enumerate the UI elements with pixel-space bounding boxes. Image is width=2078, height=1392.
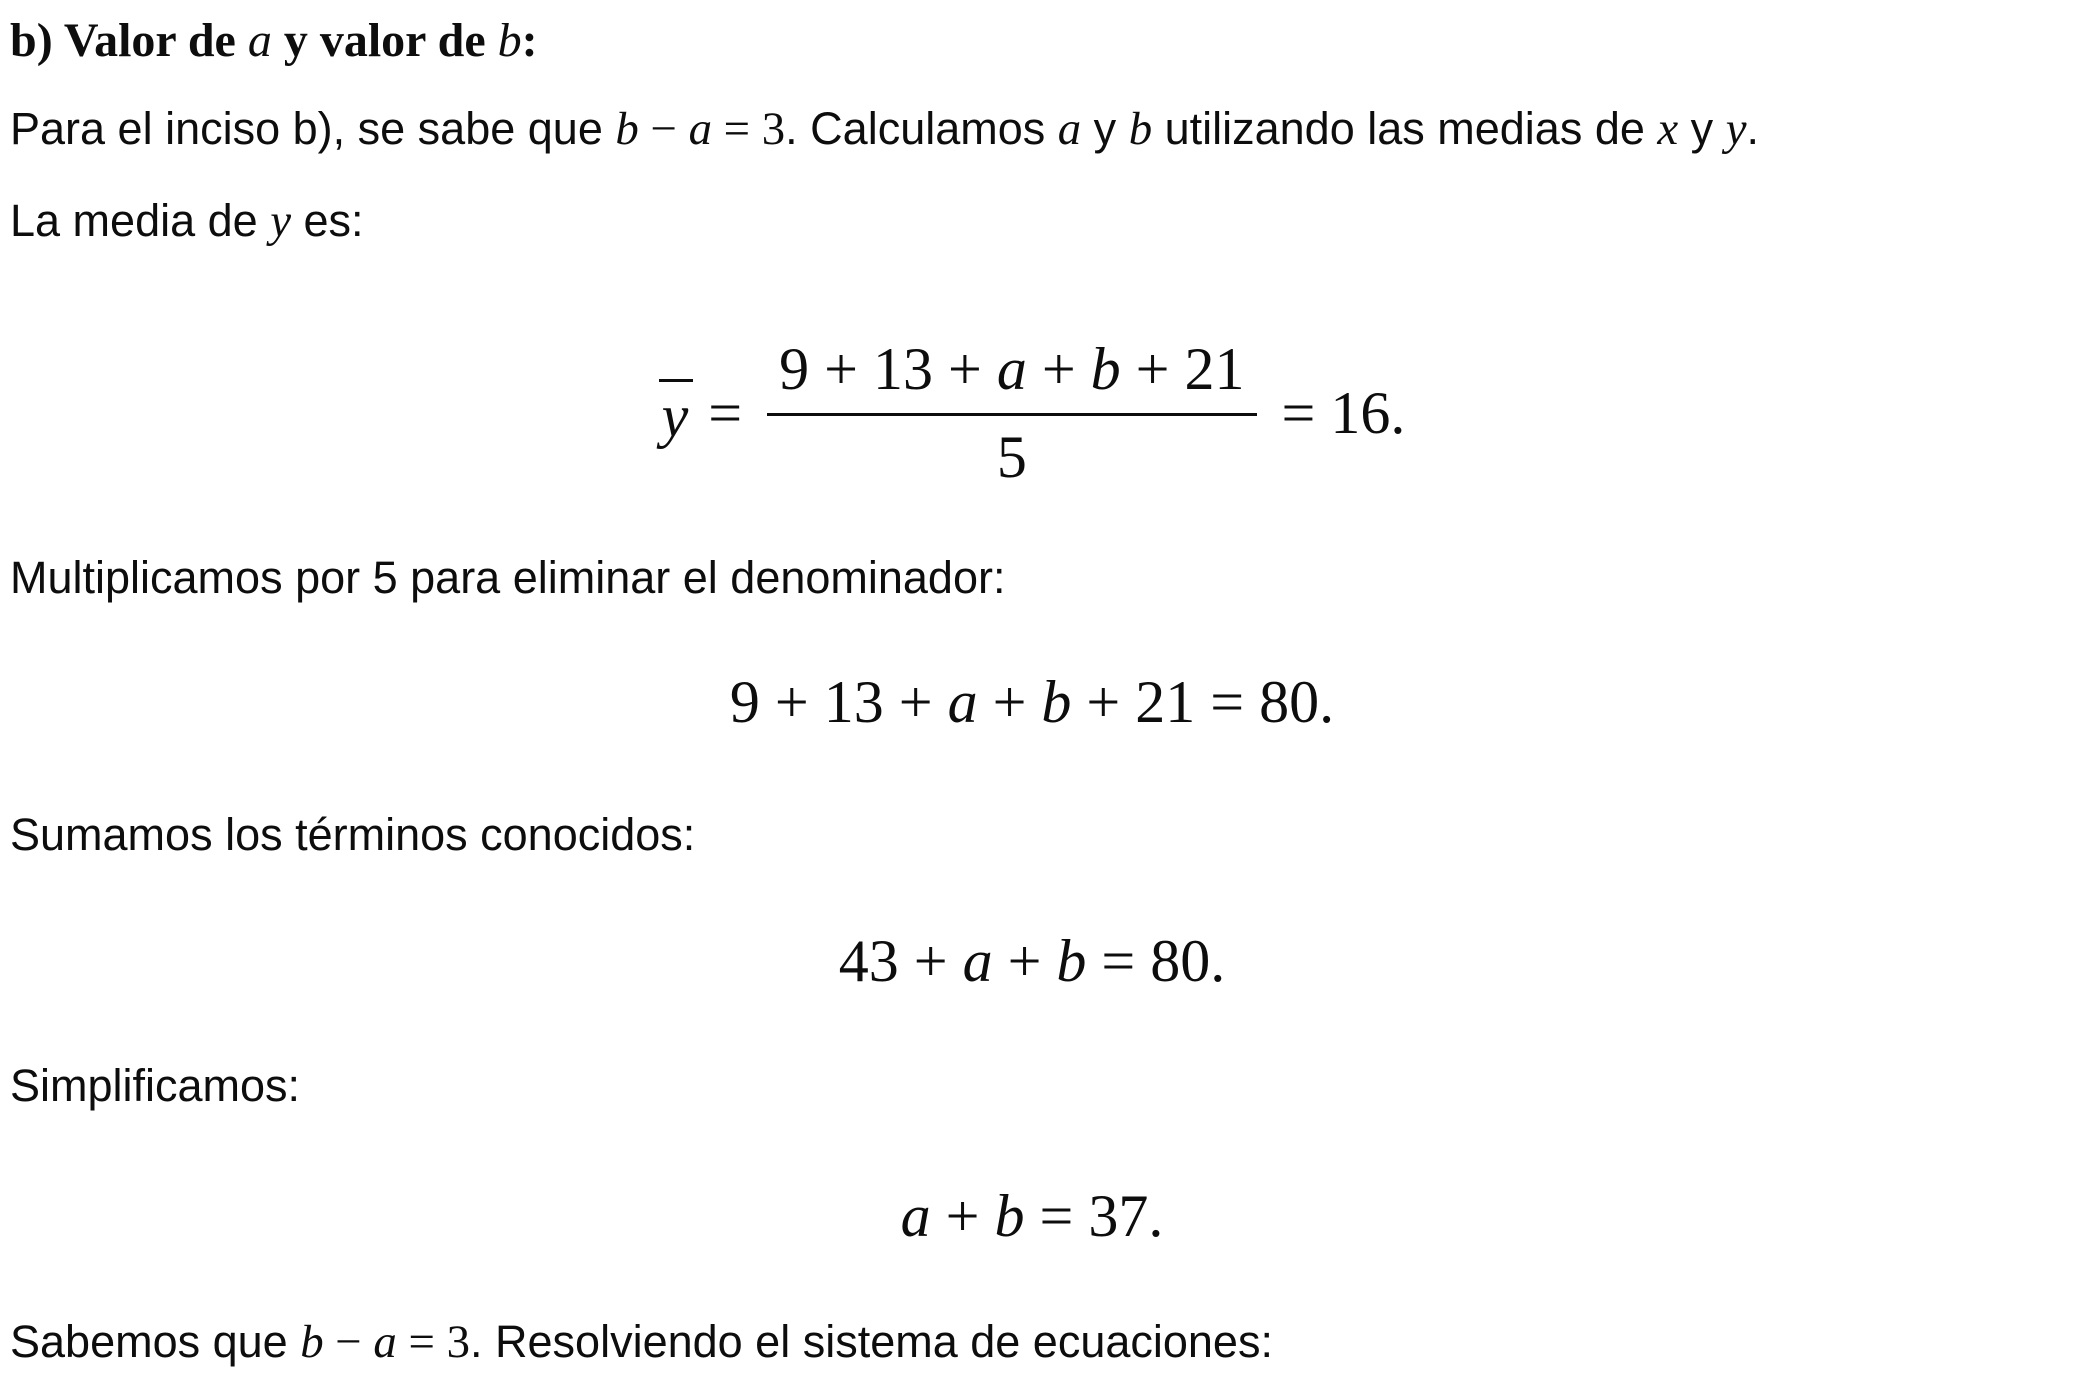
math-op: + bbox=[1120, 335, 1185, 402]
math-op: = bbox=[1024, 1183, 1089, 1250]
math-num: 21 bbox=[1135, 668, 1196, 735]
text-run: es: bbox=[290, 195, 364, 247]
text-run: utilizando las medias de bbox=[1152, 102, 1658, 154]
math-var: a bbox=[688, 102, 712, 155]
math-op: − bbox=[638, 102, 689, 155]
equation-times5 bbox=[10, 668, 2054, 737]
math-num: 43 bbox=[838, 928, 899, 995]
math-num: 9 bbox=[779, 335, 810, 402]
y-bar-overline bbox=[659, 379, 694, 448]
math-op: + bbox=[977, 668, 1042, 735]
math-num: 16. bbox=[1330, 379, 1406, 446]
text-run: . bbox=[1746, 102, 1759, 154]
math-op: = bbox=[693, 379, 758, 446]
math-var: b bbox=[615, 102, 639, 155]
math-num: 13 bbox=[823, 668, 884, 735]
paragraph-multiply bbox=[10, 550, 2054, 606]
math-var: a bbox=[1057, 102, 1082, 155]
math-var: a bbox=[962, 928, 993, 995]
math-op: + bbox=[932, 335, 997, 402]
paragraph-mean-intro bbox=[10, 192, 2054, 250]
math-num: 9 bbox=[729, 668, 760, 735]
math-var: a bbox=[947, 668, 978, 735]
text-run: . Resolviendo el sistema de ecuaciones: bbox=[470, 1316, 1273, 1368]
math-var: y bbox=[661, 382, 689, 449]
equation-sum bbox=[10, 927, 2054, 996]
math-op: = bbox=[711, 102, 762, 155]
math-var: b bbox=[1041, 668, 1072, 735]
math-num: 3 bbox=[761, 102, 786, 155]
fraction-denominator: 5 bbox=[996, 423, 1027, 490]
paragraph-simplify bbox=[10, 1058, 2054, 1114]
text-run: Simplificamos: bbox=[10, 1060, 301, 1112]
section-heading bbox=[10, 12, 2054, 70]
math-num: 37. bbox=[1088, 1183, 1164, 1250]
math-var: x bbox=[1657, 102, 1679, 155]
text-run: Multiplicamos por 5 para eliminar el denominador: bbox=[10, 551, 1006, 603]
math-num: 21 bbox=[1184, 335, 1245, 402]
fraction-numerator bbox=[767, 335, 1256, 413]
fraction bbox=[767, 335, 1256, 492]
paragraph-system bbox=[10, 1313, 2054, 1371]
paragraph-sum bbox=[10, 807, 2054, 863]
math-var: b bbox=[1128, 102, 1153, 155]
text-run: Sumamos los términos conocidos: bbox=[10, 808, 696, 860]
math-op: = bbox=[1086, 928, 1151, 995]
math-var: a bbox=[373, 1316, 397, 1369]
math-var: b bbox=[994, 1183, 1025, 1250]
heading-text: : bbox=[521, 14, 538, 67]
heading-text: b) Valor de bbox=[10, 14, 248, 67]
math-var: y bbox=[1725, 102, 1747, 155]
paragraph-intro bbox=[10, 100, 2054, 158]
math-var: b bbox=[1090, 335, 1121, 402]
equation-simplified bbox=[10, 1182, 2054, 1251]
math-op: = bbox=[1195, 668, 1260, 735]
math-op: + bbox=[809, 335, 873, 402]
math-op: + bbox=[898, 928, 963, 995]
text-run: y bbox=[1678, 102, 1726, 154]
math-op: + bbox=[1071, 668, 1136, 735]
math-op: + bbox=[883, 668, 948, 735]
heading-text: y valor de bbox=[271, 14, 498, 67]
math-op: + bbox=[930, 1183, 995, 1250]
text-run: Sabemos que bbox=[10, 1316, 301, 1368]
math-var: a bbox=[996, 335, 1027, 402]
math-var: a bbox=[900, 1183, 931, 1250]
math-num: 13 bbox=[872, 335, 933, 402]
text-run: Para el inciso b), se sabe que bbox=[10, 102, 616, 154]
math-num: 3 bbox=[446, 1316, 471, 1369]
math-var: y bbox=[270, 195, 291, 248]
math-op: = bbox=[1266, 379, 1331, 446]
math-var: b bbox=[300, 1316, 324, 1369]
heading-var-b: b bbox=[497, 14, 522, 67]
equation-mean-y bbox=[10, 335, 2054, 492]
math-num: 80. bbox=[1150, 928, 1226, 995]
text-run: La media de bbox=[10, 195, 271, 247]
text-run: . Calculamos bbox=[785, 102, 1058, 154]
text-run: y bbox=[1081, 102, 1129, 154]
math-op: + bbox=[992, 928, 1057, 995]
math-num: 80. bbox=[1259, 668, 1335, 735]
math-op: + bbox=[1026, 335, 1091, 402]
math-op: + bbox=[759, 668, 824, 735]
math-op: = bbox=[396, 1316, 447, 1369]
math-op: − bbox=[323, 1316, 374, 1369]
heading-var-a: a bbox=[247, 14, 272, 67]
math-var: b bbox=[1056, 928, 1087, 995]
